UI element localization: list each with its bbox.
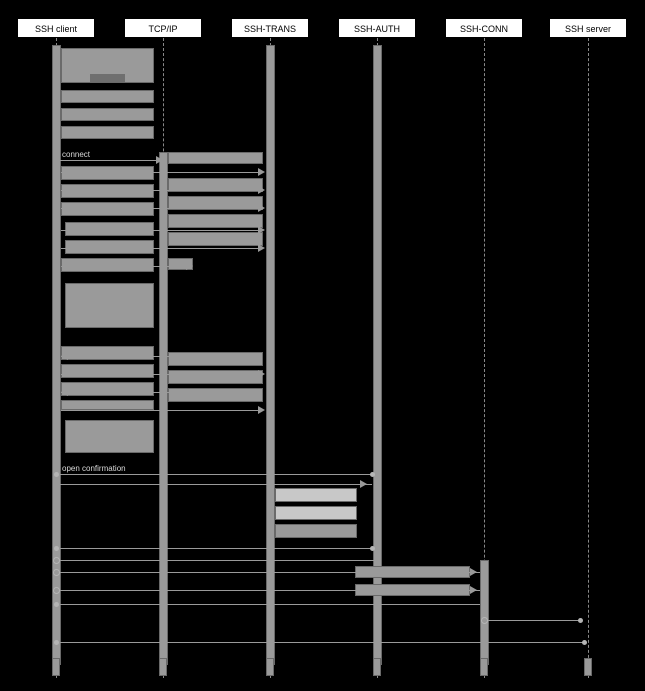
message-arrow-service-accept [61, 352, 68, 360]
message-block-client-13 [61, 364, 154, 378]
message-dot-open-confirmation-end [370, 472, 375, 477]
message-block-client-2 [61, 90, 154, 103]
message-line-tcp-established [61, 172, 261, 173]
lifeline-foot-ssh-auth [373, 658, 381, 676]
message-line-open-confirmation [56, 474, 372, 475]
message-line-user-auth-success [61, 392, 261, 393]
lifeline-head-ssh-conn[interactable]: SSH-CONN [445, 18, 523, 38]
message-circle-extended-data [53, 587, 60, 594]
message-line-channel-open [61, 410, 261, 411]
lifeline-foot-ssh-trans [266, 658, 274, 676]
message-block-client-14 [61, 382, 154, 396]
message-block-client-5 [61, 166, 154, 180]
message-block-client-11 [65, 283, 154, 328]
message-block-client-8 [65, 222, 154, 236]
message-dot-forward-server [578, 618, 583, 623]
message-block-client-16 [65, 420, 154, 453]
message-dot-channel-close-end [582, 640, 587, 645]
message-line-service-request [61, 266, 189, 267]
message-block-tcpip-1 [168, 152, 263, 164]
lifeline-head-ssh-auth[interactable]: SSH-AUTH [338, 18, 416, 38]
message-arrow-connect [156, 156, 163, 164]
lifeline-line-server [588, 38, 589, 678]
message-arrow-extended-data [470, 586, 477, 594]
message-dot-exec-shell-end [370, 546, 375, 551]
lifeline-head-server[interactable]: SSH server [549, 18, 627, 38]
message-dot-channel-close-start [54, 640, 59, 645]
message-block-client-4 [61, 126, 154, 139]
message-block-client-6 [61, 184, 154, 198]
message-arrow-channel-open [258, 406, 265, 414]
message-block-tcpip-7 [168, 352, 263, 366]
message-line-forward-server [484, 620, 580, 621]
message-block-client-3 [61, 108, 154, 121]
message-block-client-12 [61, 346, 154, 360]
message-block-client-1-inner [90, 74, 125, 82]
lifeline-head-ssh-trans[interactable]: SSH-TRANS [231, 18, 309, 38]
message-line-channel-eof [56, 604, 480, 605]
message-dot-open-confirmation-start [54, 472, 59, 477]
lifeline-foot-client [52, 658, 60, 676]
message-line-extended-data [56, 590, 480, 591]
message-block-tcpip-4 [168, 214, 263, 228]
message-line-exec-shell [56, 548, 376, 549]
message-block-client-15 [61, 400, 154, 410]
lifeline-head-client[interactable]: SSH client [17, 18, 95, 38]
message-line-channel-data [56, 572, 480, 573]
message-label-connect: connect [62, 150, 91, 159]
message-line-user-auth-request [61, 374, 261, 375]
message-line-new-keys [61, 248, 261, 249]
message-line-window-adjust [56, 560, 376, 561]
message-block-client-9 [65, 240, 154, 254]
note-ssh-trans-1 [275, 488, 357, 502]
message-dot-channel-eof [54, 602, 59, 607]
message-arrow-version-exchange [258, 186, 265, 194]
message-circle-window-adjust [53, 557, 60, 564]
activation-ssh-conn-main [480, 560, 489, 665]
message-block-client-7 [61, 202, 154, 216]
note-ssh-trans-2 [275, 506, 357, 520]
message-line-channel-close [56, 642, 584, 643]
message-line-service-accept [61, 356, 261, 357]
message-arrow-channel-data [470, 568, 477, 576]
note-ssh-trans-3 [275, 524, 357, 538]
message-block-tcpip-9 [168, 388, 263, 402]
message-circle-channel-data [53, 569, 60, 576]
message-block-client-10 [61, 258, 154, 272]
message-arrow-service-request [186, 262, 193, 270]
message-arrow-user-auth-request [258, 370, 265, 378]
message-label-open-confirmation: open confirmation [62, 464, 126, 473]
message-line-version-exchange [61, 190, 261, 191]
message-arrow-user-auth-success [61, 388, 68, 396]
message-line-algorithm-negotiation [61, 208, 261, 209]
lifeline-foot-server [584, 658, 592, 676]
message-line-channel-request [56, 484, 372, 485]
lifeline-head-tcpip[interactable]: TCP/IP [124, 18, 202, 38]
message-circle-forward-server [481, 617, 488, 624]
message-block-tcpip-8 [168, 370, 263, 384]
message-arrow-channel-request [360, 480, 367, 488]
message-line-key-exchange [61, 230, 261, 231]
message-dot-exec-shell [54, 546, 59, 551]
message-line-connect [56, 160, 156, 161]
message-arrow-tcp-established [258, 168, 265, 176]
activation-tcpip-main [159, 152, 168, 665]
message-arrow-new-keys [258, 244, 265, 252]
lifeline-foot-tcpip [159, 658, 167, 676]
lifeline-foot-ssh-conn [480, 658, 488, 676]
message-block-tcpip-5 [168, 232, 263, 246]
message-arrow-key-exchange [258, 226, 265, 234]
message-arrow-algorithm-negotiation [258, 204, 265, 212]
